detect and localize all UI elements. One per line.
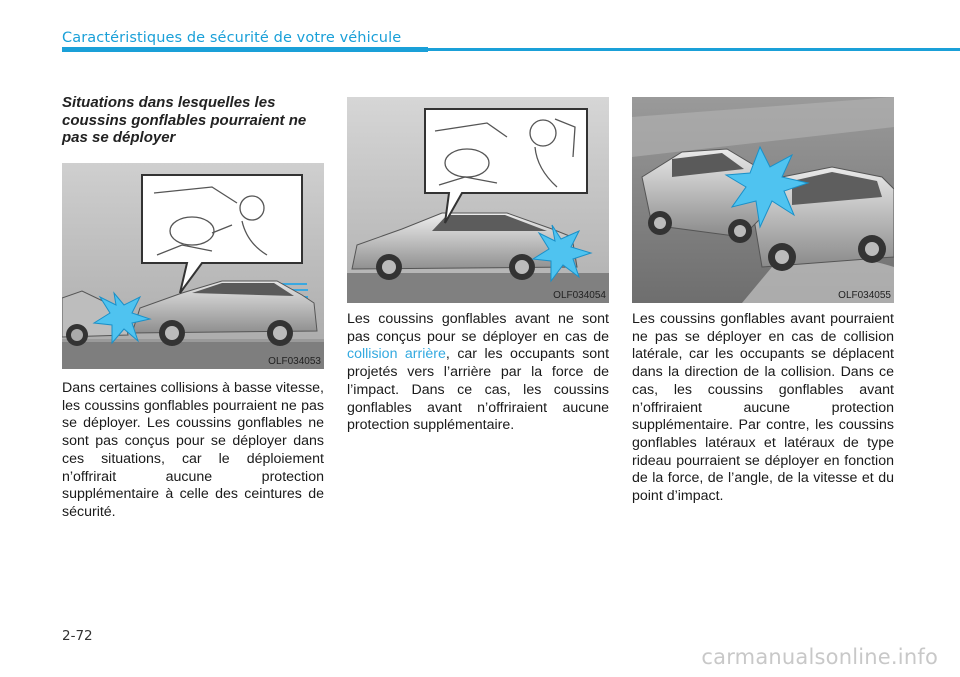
figure-code: OLF034054 <box>553 290 606 301</box>
illustration-low-speed-collision <box>62 163 324 369</box>
figure-code: OLF034053 <box>268 356 321 367</box>
illustration-rear-collision <box>347 97 609 303</box>
header-rule-extension <box>428 48 960 51</box>
watermark: carmanualsonline.info <box>701 645 938 669</box>
header-rule <box>62 47 428 52</box>
paragraph-side-collision: Les coussins gonflables avant pourraient ne pas se déployer en cas de collision latérale, car les occupants se déplacent dans la direction de la collision. Dans ce cas, les coussins gonflables avant n’offriraient aucune protection supplémentaire. Par contre, les coussins gonflables latéraux et latéraux de type rideau pourraient se déployer en fonction de la force, de l’angle, de la vitesse et du point d’impact. <box>632 311 894 505</box>
illustration-side-collision <box>632 97 894 303</box>
figure-code: OLF034055 <box>838 290 891 301</box>
paragraph-text: Les coussins gonflables avant ne sont pas conçus pour se déployer en cas de <box>347 311 609 345</box>
paragraph-rear-collision <box>347 311 609 435</box>
paragraph-low-speed: Dans certaines collisions à basse vitesse, les coussins gonflables pourraient ne pas se déployer. Les coussins gonflables ne sont pas conçus pour se déployer dans ces situations, car le déploiement n’offrirait aucune protection supplémentaire à celle des ceintures de sécurité. <box>62 380 324 520</box>
highlighted-term: collision arrière <box>347 346 446 363</box>
paragraph-text: , car les occupants sont projetés vers l’arrière par la force de l’impact. Dans ce cas, les coussins gonflables avant n’offriraient aucune protection supplémentaire. <box>347 346 610 434</box>
chapter-title: Caractéristiques de sécurité de votre véhicule <box>62 30 402 46</box>
section-heading: Situations dans lesquelles les coussins gonflables pourraient ne pas se déployer <box>62 94 307 146</box>
page-number: 2-72 <box>62 628 93 644</box>
